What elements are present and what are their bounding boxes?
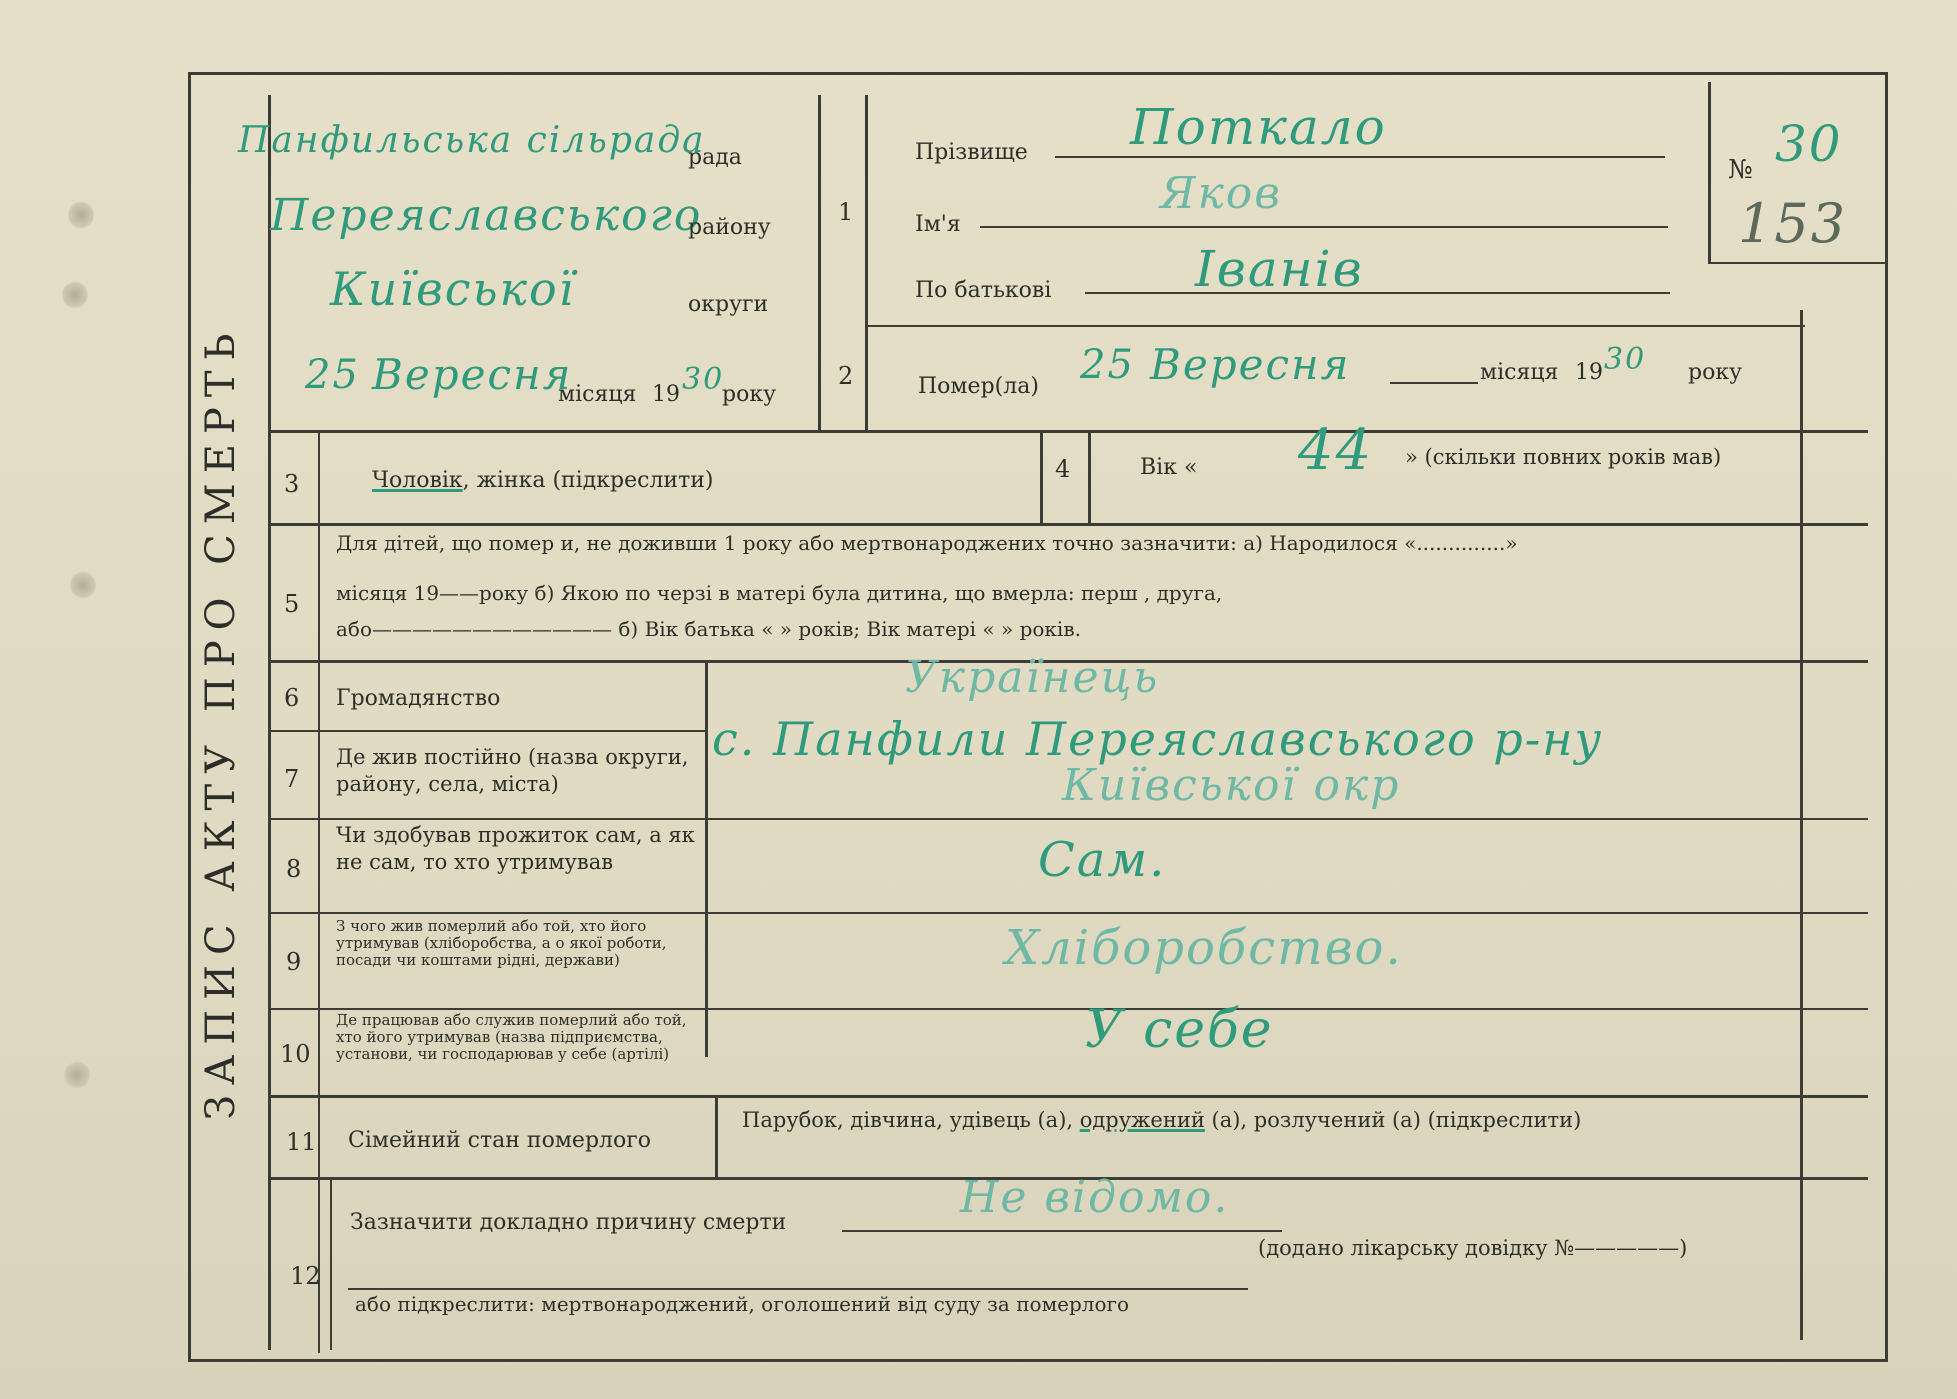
death-year-label: року — [1688, 360, 1743, 385]
marital-options — [742, 1108, 1581, 1132]
row2-number: 2 — [838, 362, 854, 390]
hw-death-day: 25 — [1080, 342, 1135, 388]
surname-label: Прізвище — [915, 140, 1028, 165]
record-no-label: № — [1728, 155, 1753, 185]
age-label: Вік « — [1140, 455, 1198, 480]
hw-livelihood: Сам. — [1038, 832, 1167, 888]
row3-number: 3 — [284, 470, 300, 498]
row1-number: 1 — [838, 198, 854, 226]
hw-reg-year: 30 — [682, 362, 725, 397]
hw-record-no: 30 — [1775, 115, 1843, 173]
hw-citizenship: Українець — [905, 652, 1160, 703]
row12-number: 12 — [290, 1262, 321, 1290]
okruga-label: округи — [688, 292, 769, 317]
age-suffix: » (скільки повних років мав) — [1405, 445, 1722, 469]
hw-reg-month: Вересня — [372, 350, 573, 399]
man-underlined: Чоловік — [372, 468, 463, 493]
row12-footer: або підкреслити: мертвонароджений, оголошений від суду за померлого — [355, 1292, 1130, 1316]
rada-label: рада — [688, 145, 742, 170]
hw-age: 44 — [1298, 418, 1374, 483]
raion-label: району — [688, 215, 771, 240]
citizenship-label: Громадянство — [336, 686, 501, 711]
residence-label: Де жив постійно (назва округи, району, села, міста) — [336, 745, 689, 796]
marital-options-a: Парубок, дівчина, удівець (а), — [742, 1108, 1080, 1132]
row6-number: 6 — [284, 684, 300, 712]
hw-record-no2: 153 — [1738, 192, 1848, 255]
hw-occupation: Хліборобство. — [1005, 920, 1403, 976]
row7-number: 7 — [284, 765, 300, 793]
hw-residence-1: с. Панфили Переяславського р-ну — [712, 712, 1604, 766]
death-month-label: місяця — [1480, 360, 1559, 385]
died-label: Помер(ла) — [918, 374, 1039, 399]
hw-residence-2: Київської окр — [1062, 760, 1401, 811]
hw-raion: Переяславського — [270, 190, 703, 241]
marital-options-b: (а), розлучений (а) (підкреслити) — [1204, 1108, 1582, 1132]
hw-death-year: 30 — [1604, 342, 1647, 377]
cert-label: (додано лікарську довідку №—————) — [1258, 1236, 1688, 1260]
workplace-label: Де працював або служив померлий або той, хто його утримував (назва підприємства, установи, чи господарював у себе (артілі) — [336, 1011, 687, 1063]
hw-death-month: Вересня — [1150, 340, 1351, 389]
hw-patronymic: Іванів — [1195, 240, 1364, 298]
patronymic-label: По батькові — [915, 278, 1052, 303]
row10-number: 10 — [280, 1040, 311, 1068]
reg-year-label: року — [722, 382, 777, 407]
name-label: Ім'я — [915, 212, 961, 237]
side-title: ЗАПИС АКТУ ПРО СМЕРТЬ — [198, 323, 244, 1120]
livelihood-label: Чи здобував прожиток сам, а як не сам, то хто утримував — [336, 823, 695, 874]
hw-surname: Поткало — [1130, 98, 1387, 156]
hw-name: Яков — [1160, 168, 1282, 219]
row9-number: 9 — [286, 948, 302, 976]
reg-year-prefix: 19 — [652, 382, 680, 407]
row5-line3: або———————————— б) Вік батька « » років; Вік матері « » років. — [336, 617, 1081, 641]
row5-line1: Для дітей, що помер и, не доживши 1 року або мертвонароджених точно зазначити: а) Народилося «..............» — [336, 531, 1518, 555]
hw-reg-day: 25 — [305, 352, 360, 398]
row5-line2: місяця 19——року б) Якою по черзі в матері була дитина, що вмерла: перш , друга, — [336, 581, 1223, 605]
occupation-label: З чого жив померлий або той, хто його утримував (хліборобства, а о якої роботи, посади чи коштами рідні, держави) — [336, 917, 667, 969]
row3-text — [372, 468, 714, 493]
row5-number: 5 — [284, 590, 300, 618]
row3-rest: , жінка (підкреслити) — [462, 468, 714, 493]
row8-number: 8 — [286, 855, 302, 883]
marital-label: Сімейний стан померлого — [348, 1128, 652, 1153]
row11-number: 11 — [286, 1128, 317, 1156]
hw-workplace: У себе — [1085, 1000, 1274, 1060]
strip-divider — [268, 95, 271, 1350]
hw-okruga: Київської — [330, 262, 576, 316]
reg-month-label: місяця — [558, 382, 637, 407]
row4-number: 4 — [1055, 455, 1071, 483]
hw-rada: Панфильська сільрада — [238, 120, 706, 161]
death-year-prefix: 19 — [1575, 360, 1603, 385]
married-underlined: одружений — [1079, 1108, 1205, 1132]
hw-cause: Не відомо. — [960, 1172, 1230, 1223]
cause-label: Зазначити докладно причину смерти — [350, 1210, 787, 1235]
